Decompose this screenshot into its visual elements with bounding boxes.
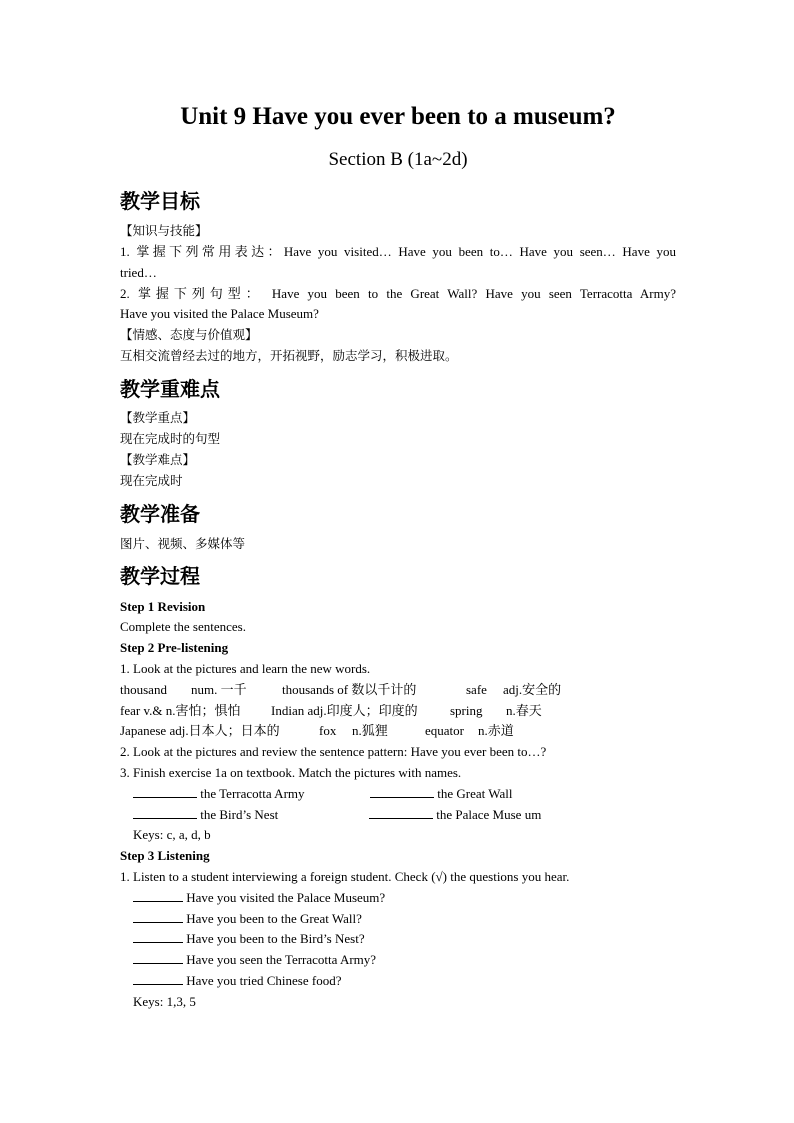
- objective-item-1a: 1. 掌握下列常用表达：Have you visited… Have you been to… Have you seen… Have you: [120, 244, 676, 259]
- answer-blank[interactable]: [133, 909, 183, 923]
- answer-blank[interactable]: [133, 950, 183, 964]
- step2-item-3: 3. Finish exercise 1a on textbook. Match the pictures with names.: [120, 765, 462, 780]
- question-text: Have you tried Chinese food?: [186, 973, 342, 988]
- objective-item-2a: 2. 掌握下列句型： Have you been to the Great Wall? Have you seen Terracotta Army?: [120, 286, 676, 301]
- match-item: the Palace Muse um: [436, 807, 542, 822]
- answer-blank[interactable]: [133, 888, 183, 902]
- emotion-label: 【情感、态度与价值观】: [120, 327, 258, 342]
- question-row: [133, 971, 341, 991]
- objectives-heading: 教学目标: [120, 189, 200, 213]
- answer-blank[interactable]: [370, 784, 434, 798]
- answer-blank[interactable]: [369, 805, 433, 819]
- match-keys: Keys: c, a, d, b: [133, 827, 211, 842]
- vocab-word: safe: [466, 682, 487, 697]
- vocab-word: Japanese adj.日本人；日本的: [120, 723, 280, 738]
- step3-title: Step 3 Listening: [120, 848, 210, 863]
- objective-item-2b: Have you visited the Palace Museum?: [120, 306, 319, 321]
- vocab-word: thousands of 数以千计的: [282, 682, 417, 697]
- question-row: [133, 909, 362, 929]
- process-heading: 教学过程: [120, 564, 200, 588]
- difficulty-text: 现在完成时: [120, 473, 183, 488]
- step1-title: Step 1 Revision: [120, 599, 206, 614]
- preparation-heading: 教学准备: [120, 502, 200, 526]
- page-subtitle: Section B (1a~2d): [328, 149, 468, 170]
- difficulty-label: 【教学难点】: [120, 452, 196, 467]
- vocab-word: n.春天: [506, 703, 542, 718]
- question-row: [133, 888, 385, 908]
- match-item: the Terracotta Army: [200, 786, 305, 801]
- emotion-text: 互相交流曾经去过的地方，开拓视野，励志学习，积极进取。: [120, 348, 458, 363]
- match-item: the Bird’s Nest: [200, 807, 279, 822]
- answer-blank[interactable]: [133, 784, 197, 798]
- answer-blank[interactable]: [133, 805, 197, 819]
- vocab-word: equator: [425, 723, 464, 738]
- vocab-word: fox: [319, 723, 337, 738]
- answer-blank[interactable]: [133, 929, 183, 943]
- preparation-text: 图片、视频、多媒体等: [120, 536, 246, 551]
- question-text: Have you visited the Palace Museum?: [186, 890, 386, 905]
- vocab-word: thousand: [120, 682, 167, 697]
- skills-label: 【知识与技能】: [120, 223, 208, 238]
- question-text: Have you been to the Bird’s Nest?: [186, 931, 365, 946]
- focus-label: 【教学重点】: [120, 410, 196, 425]
- step3-item-1: 1. Listen to a student interviewing a foreign student. Check (√) the questions you hear.: [120, 869, 570, 884]
- question-text: Have you been to the Great Wall?: [186, 911, 362, 926]
- answer-blank[interactable]: [133, 971, 183, 985]
- question-text: Have you seen the Terracotta Army?: [186, 952, 377, 967]
- focus-text: 现在完成时的句型: [120, 431, 221, 446]
- vocab-word: adj.安全的: [503, 682, 562, 697]
- question-row: [133, 950, 376, 970]
- vocab-word: Indian adj.印度人；印度的: [271, 703, 418, 718]
- vocab-word: n.赤道: [478, 723, 514, 738]
- vocab-word: fear v.& n.害怕；惧怕: [120, 703, 241, 718]
- page-title: Unit 9 Have you ever been to a museum?: [180, 103, 616, 130]
- objective-item-1b: tried…: [120, 265, 157, 280]
- key-points-heading: 教学重难点: [120, 377, 220, 401]
- match-item: the Great Wall: [437, 786, 513, 801]
- vocab-word: n.狐狸: [352, 723, 388, 738]
- listening-keys: Keys: 1,3, 5: [133, 994, 196, 1009]
- vocab-word: spring: [450, 703, 483, 718]
- step2-item-1: 1. Look at the pictures and learn the new words.: [120, 661, 371, 676]
- question-row: [133, 929, 365, 949]
- step2-title: Step 2 Pre-listening: [120, 640, 229, 655]
- step2-item-2: 2. Look at the pictures and review the sentence pattern: Have you ever been to…?: [120, 744, 547, 759]
- vocab-word: num. 一千: [191, 682, 247, 697]
- step1-text: Complete the sentences.: [120, 619, 246, 634]
